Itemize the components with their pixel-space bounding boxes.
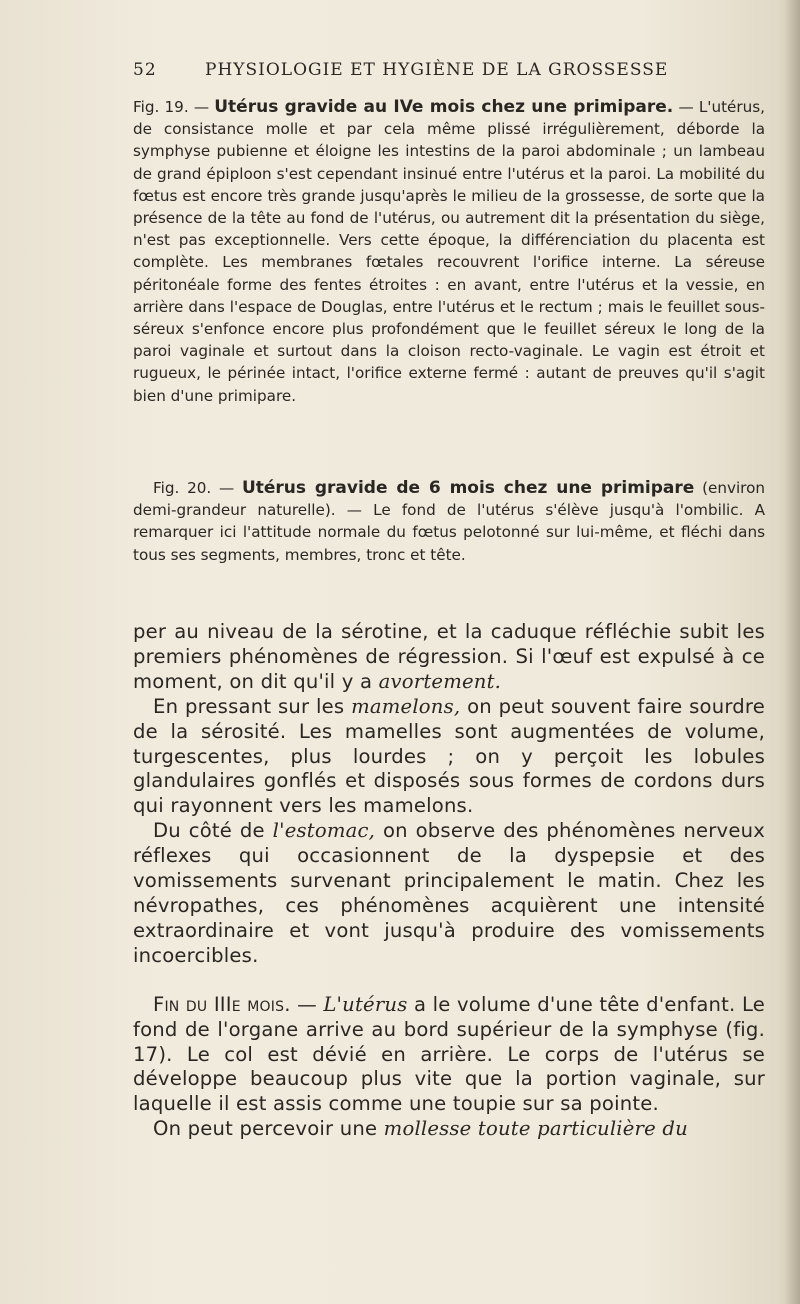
p2-italic: mamelons, (351, 694, 461, 718)
page-number: 52 (133, 60, 157, 80)
page-header (133, 60, 763, 80)
paragraph-3 (133, 819, 765, 968)
p3-italic: l'estomac, (272, 819, 376, 843)
fig20-label: Fig. 20. — (153, 479, 242, 497)
p4-text: a le volume d'une tête d'enfant. Le fond de l'organe arrive au bord supérieur de la symphyse (fig. 17). Le col est dévié en arrière. Le corps de l'utérus se développe beaucoup plus vite que la portion vaginale, sur laquelle il est assis comme une toupie sur sa pointe. (133, 992, 765, 1116)
p2-text-a: En pressant sur les (153, 694, 352, 718)
paragraph-1 (133, 620, 765, 695)
p3-text-a: Du côté de (153, 819, 273, 843)
main-text (133, 620, 765, 1142)
fig19-title: Utérus gravide au IVe mois chez une primipare. (214, 97, 674, 117)
p1-text: per au niveau de la sérotine, et la caduque réfléchie subit les premiers phénomènes de régression. Si l'œuf est expulsé à ce moment, on dit qu'il y a (133, 620, 765, 693)
fig20-title: Utérus gravide de 6 mois chez une primipare (241, 478, 695, 498)
paragraph-4 (133, 993, 765, 1118)
fig19-label: Fig. 19. — (133, 98, 215, 116)
paragraph-5 (133, 1117, 765, 1142)
figure-20-caption (133, 477, 765, 566)
p4-italic: L'utérus (323, 992, 408, 1016)
paragraph-2 (133, 695, 765, 820)
p3-text-b: on observe des phénomènes nerveux réflexes qui occasionnent de la dyspepsie et des vomissements survenant principalement le matin. Chez les névropathes, ces phénomènes acquièrent une intensité extraordinaire et vont jusqu'à produire des vomissements incoercibles. (133, 819, 765, 967)
fig20-text: (environ demi-grandeur naturelle). — Le fond de l'utérus s'élève jusqu'à l'ombilic. A remarquer ici l'attitude normale du fœtus pelotonné sur lui-même, et fléchi dans tous ses segments, membres, tronc et tête. (133, 479, 765, 564)
figure-19-caption (133, 96, 765, 407)
p2-text-b: on peut souvent faire sourdre de la sérosité. Les mamelles sont augmentées de volume, turgescentes, plus lourdes ; on y perçoit les lobules glandulaires gonflés et disposés sous formes de cordons durs qui rayonnent vers les mamelons. (133, 694, 765, 818)
p4-heading: Fin du IIIe mois. — (153, 992, 324, 1016)
running-title: PHYSIOLOGIE ET HYGIÈNE DE LA GROSSESSE (205, 60, 669, 80)
fig19-text: — L'utérus, de consistance molle et par cela même plissé irrégulièrement, déborde la symphyse pubienne et éloigne les intestins de la paroi abdominale ; un lambeau de grand épiploon s'est cependant insinué entre l'utérus et la paroi. La mobilité du fœtus est encore très grande jusqu'après le milieu de la grossesse, de sorte que la présence de la tête au fond de l'utérus, ou autrement dit la présentation du siège, n'est pas exceptionnelle. Vers cette époque, la différenciation du placenta est complète. Les membranes fœtales recouvrent l'orifice interne. La séreuse péritonéale forme des fentes étroites : en avant, entre l'utérus et la vessie, en arrière dans l'espace de Douglas, entre l'utérus et le rectum ; mais le feuillet sous-séreux s'enfonce encore plus profondément que le feuillet séreux le long de la paroi vaginale et surtout dans la cloison recto-vaginale. Le vagin est étroit et rugueux, le périnée intact, l'orifice externe fermé : autant de preuves qu'il s'agit bien d'une primipare. (133, 98, 765, 405)
p5-italic: mollesse toute particulière du (383, 1117, 688, 1141)
page-edge-shadow (784, 0, 800, 1304)
p5-text: On peut percevoir une (153, 1117, 384, 1141)
p1-italic: avortement. (378, 669, 502, 693)
